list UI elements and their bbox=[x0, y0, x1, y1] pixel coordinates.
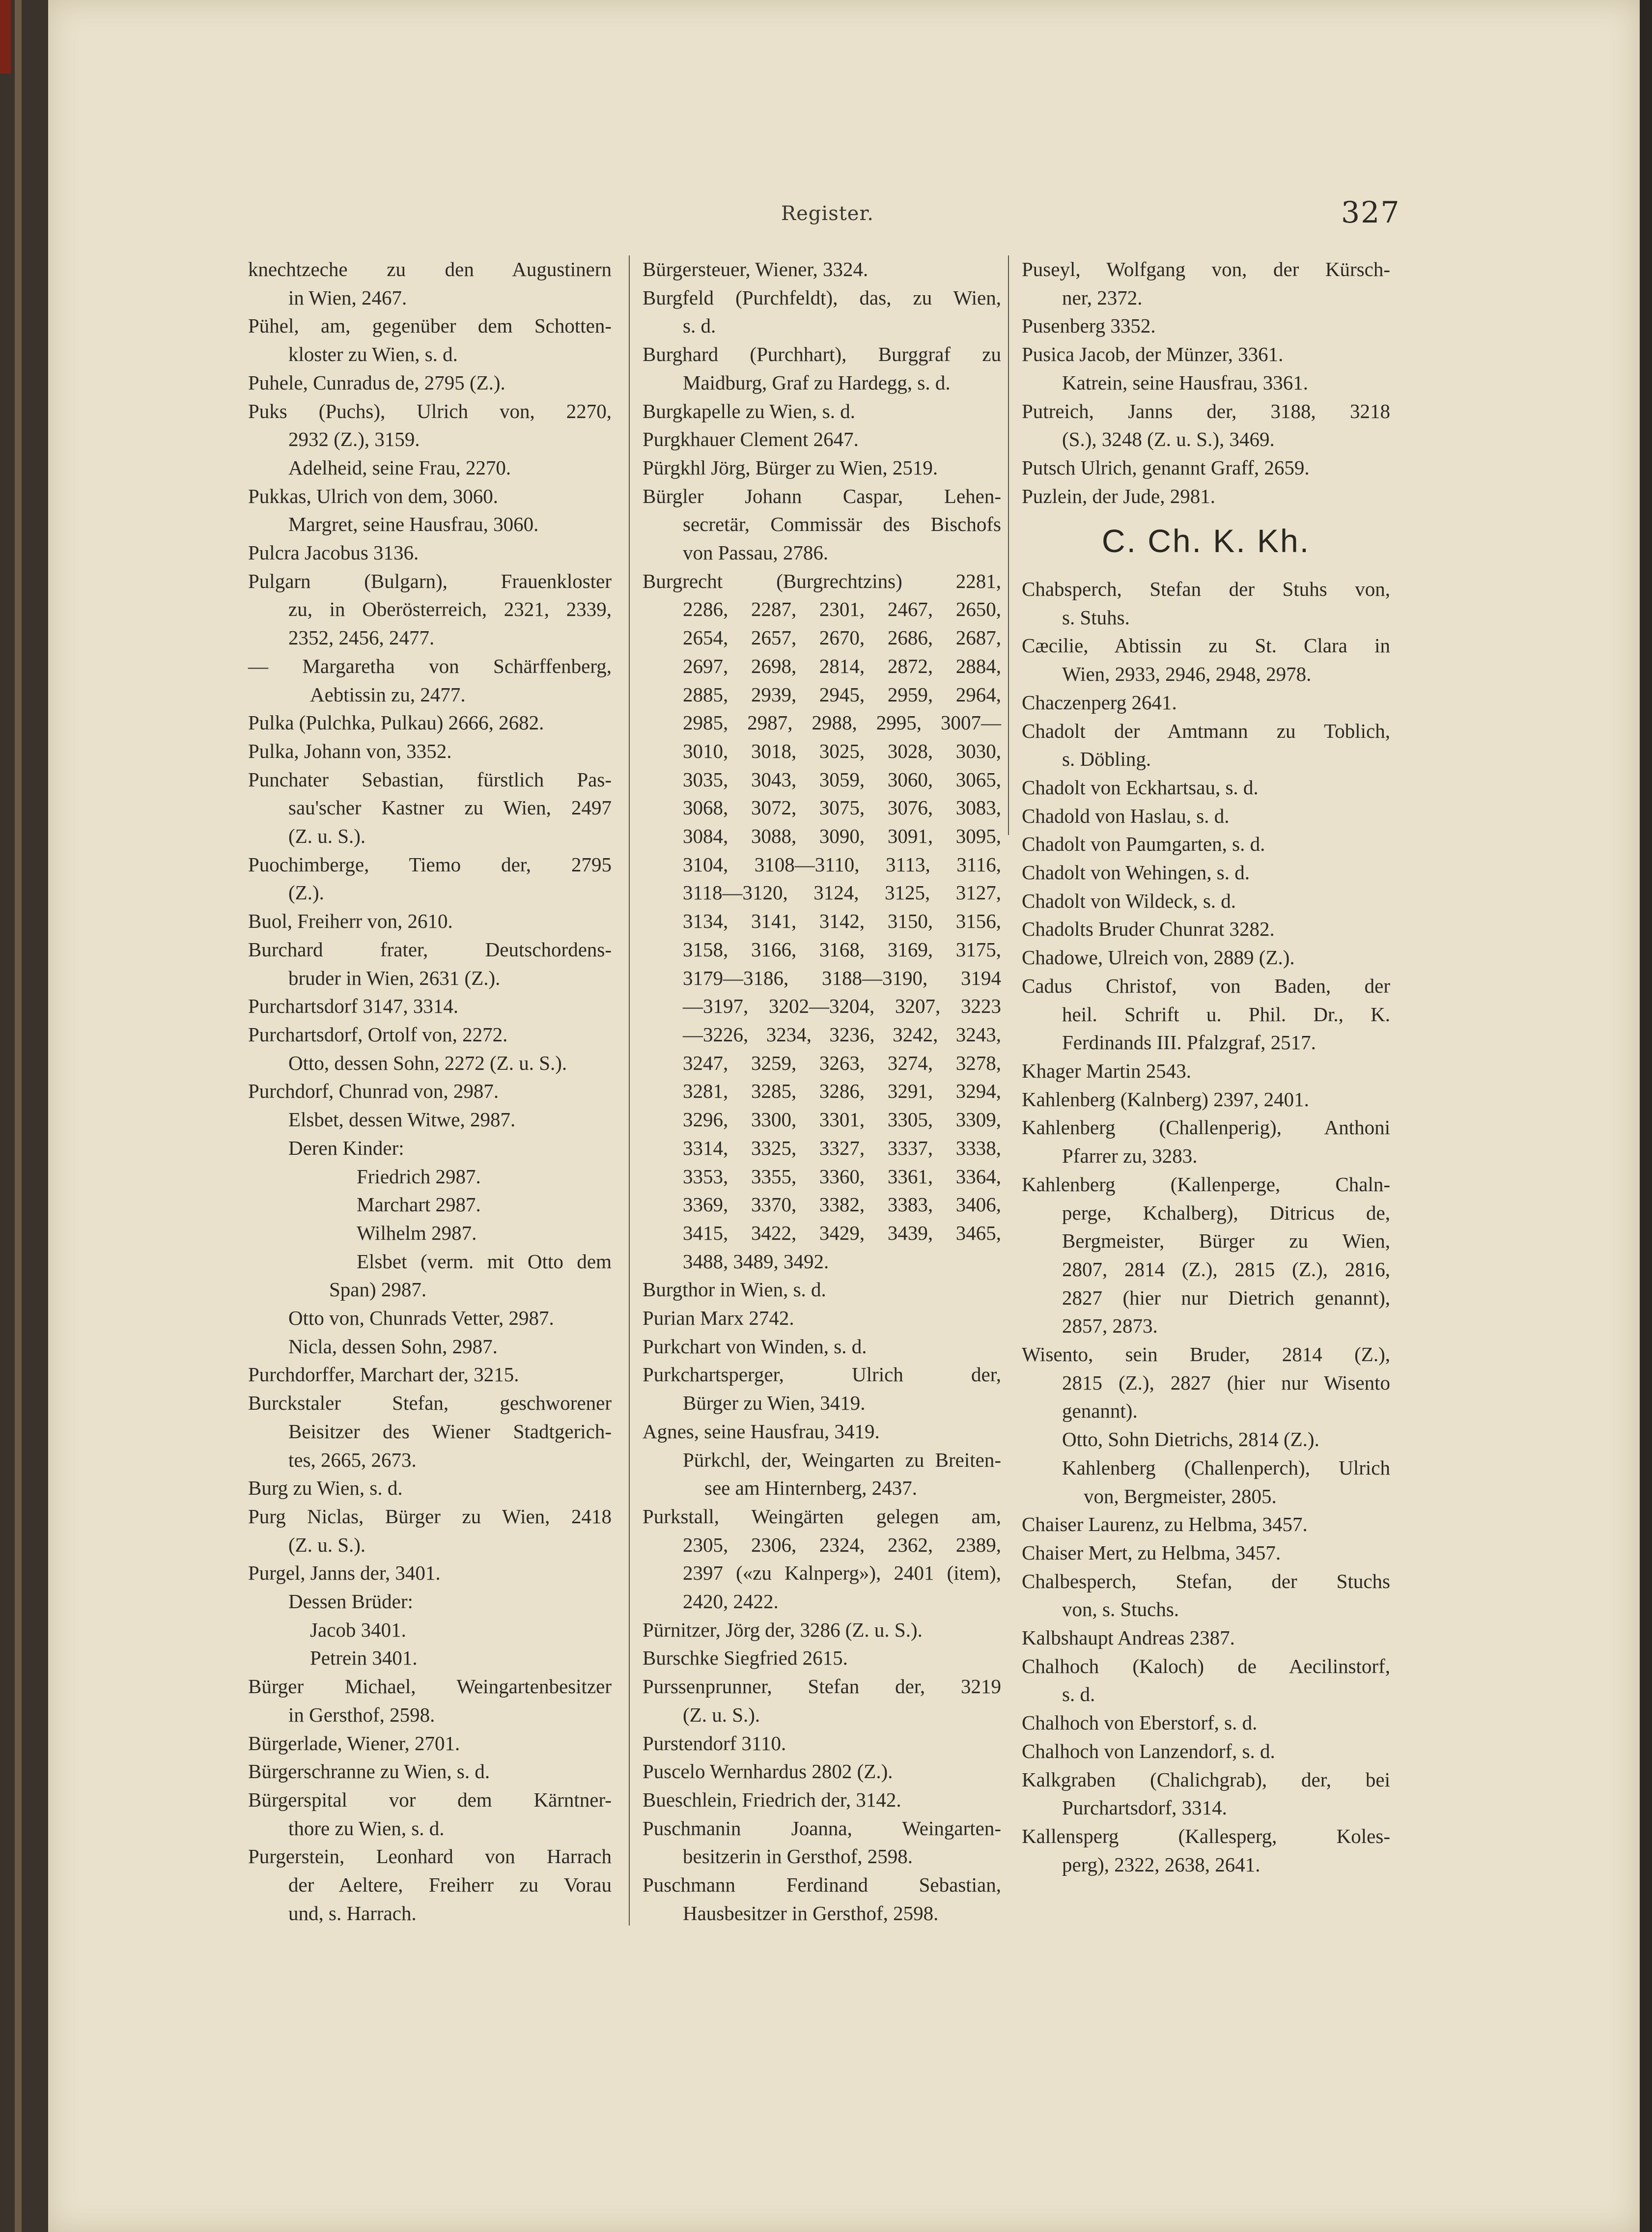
page-number: 327 bbox=[1341, 195, 1400, 230]
section-heading: C. Ch. K. Kh. bbox=[1101, 523, 1311, 559]
index-entry-line: Deren Kinder: bbox=[288, 1136, 404, 1159]
index-entry-continuation: Purchartsdorf, 3314. bbox=[1062, 1796, 1227, 1819]
index-entry-line: Purssenprunner, Stefan der, 3219 bbox=[643, 1675, 1001, 1698]
index-entry-continuation: Maidburg, Graf zu Hardegg, s. d. bbox=[683, 371, 951, 394]
index-entry-line: knechtzeche zu den Augustinern bbox=[248, 258, 612, 280]
index-entry-continuation: 3035, 3043, 3059, 3060, 3065, bbox=[683, 768, 1001, 791]
index-entry-line: Agnes, seine Hausfrau, 3419. bbox=[643, 1420, 880, 1443]
index-entry-line: — Margaretha von Schärffenberg, bbox=[248, 654, 612, 677]
index-entry-continuation: 3010, 3018, 3025, 3028, 3030, bbox=[683, 739, 1001, 762]
index-entry-line: Marchart 2987. bbox=[357, 1193, 481, 1216]
index-entry-line: Purkstall, Weingärten gelegen am, bbox=[643, 1505, 1001, 1528]
index-entry bbox=[1022, 369, 1390, 397]
index-entry-continuation: 3353, 3355, 3360, 3361, 3364, bbox=[683, 1165, 1001, 1188]
index-entry-continuation: Hausbesitzer in Gersthof, 2598. bbox=[683, 1901, 939, 1925]
index-entry-continuation: Beisitzer des Wiener Stadtgerich- bbox=[288, 1420, 612, 1443]
index-entry-continuation: ner, 2372. bbox=[1062, 286, 1143, 309]
index-entry bbox=[248, 1786, 612, 1842]
index-entry bbox=[1022, 482, 1390, 511]
index-entry bbox=[248, 709, 612, 737]
index-entry-line: Chaiser Laurenz, zu Helbma, 3457. bbox=[1022, 1513, 1308, 1536]
index-entry-line: Purchdorf, Chunrad von, 2987. bbox=[248, 1080, 499, 1103]
index-entry bbox=[248, 1758, 612, 1786]
index-entry-continuation: (S.), 3248 (Z. u. S.), 3469. bbox=[1062, 428, 1275, 451]
index-entry-line: Puochimberge, Tiemo der, 2795 bbox=[248, 853, 612, 876]
index-entry bbox=[248, 1077, 612, 1106]
index-entry-line: Purchdorffer, Marchart der, 3215. bbox=[248, 1363, 519, 1386]
index-entry-continuation: 3158, 3166, 3168, 3169, 3175, bbox=[683, 938, 1001, 961]
index-entry bbox=[248, 1219, 612, 1248]
index-entry-continuation: 2305, 2306, 2324, 2362, 2389, bbox=[683, 1533, 1001, 1556]
index-entry-line: Chaczenperg 2641. bbox=[1022, 691, 1177, 714]
index-entry-continuation: kloster zu Wien, s. d. bbox=[288, 343, 458, 366]
index-entry-line: Bürger Michael, Weingartenbesitzer bbox=[248, 1675, 612, 1698]
index-entry-continuation: Span) 2987. bbox=[329, 1278, 427, 1301]
index-entry-line: Petrein 3401. bbox=[310, 1646, 418, 1670]
running-header: Register. bbox=[781, 202, 874, 225]
index-entry-line: Purian Marx 2742. bbox=[643, 1307, 794, 1330]
index-entry-line: Burg zu Wien, s. d. bbox=[248, 1477, 403, 1500]
index-entry bbox=[248, 1644, 612, 1673]
index-entry-line: Pürgkhl Jörg, Bürger zu Wien, 2519. bbox=[643, 456, 938, 479]
index-entry-continuation: Bürger zu Wien, 3419. bbox=[683, 1392, 866, 1415]
index-entry-continuation: (Z. u. S.). bbox=[288, 1533, 366, 1556]
index-entry-continuation: 3296, 3300, 3301, 3305, 3309, bbox=[683, 1108, 1001, 1131]
index-column-3-part-c bbox=[1022, 575, 1390, 1879]
index-entry-continuation: s. d. bbox=[1062, 1683, 1095, 1706]
index-entry-continuation: Bergmeister, Bürger zu Wien, bbox=[1062, 1229, 1390, 1253]
index-entry bbox=[1022, 830, 1390, 859]
index-entry bbox=[248, 1248, 612, 1304]
index-entry bbox=[248, 482, 612, 511]
index-entry-continuation: 2420, 2422. bbox=[683, 1590, 779, 1613]
index-entry-line: Burgkapelle zu Wien, s. d. bbox=[643, 399, 855, 422]
index-entry-line: Kallensperg (Kallesperg, Koles- bbox=[1022, 1824, 1390, 1847]
index-entry bbox=[1022, 1510, 1390, 1539]
index-entry-line: Bueschlein, Friedrich der, 3142. bbox=[643, 1788, 901, 1811]
index-entry bbox=[248, 1503, 612, 1559]
index-entry bbox=[1022, 802, 1390, 831]
index-entry-continuation: (Z. u. S.). bbox=[288, 825, 366, 848]
index-entry-continuation: 2932 (Z.), 3159. bbox=[288, 428, 420, 451]
index-entry-line: Pusica Jacob, der Münzer, 3361. bbox=[1022, 343, 1284, 366]
column-rule-left bbox=[629, 255, 630, 1925]
index-entry-line: Puseyl, Wolfgang von, der Kürsch- bbox=[1022, 258, 1390, 280]
index-entry-line: Pürnitzer, Jörg der, 3286 (Z. u. S.). bbox=[643, 1618, 923, 1641]
index-entry-line: Kahlenberg (Challenperch), Ulrich bbox=[1062, 1456, 1390, 1479]
index-entry bbox=[1022, 454, 1390, 482]
index-entry bbox=[643, 1503, 1001, 1616]
index-entry bbox=[643, 425, 1001, 454]
index-entry-line: Burschke Siegfried 2615. bbox=[643, 1646, 848, 1670]
index-entry-line: Putsch Ulrich, genannt Graff, 2659. bbox=[1022, 456, 1310, 479]
index-entry-line: Dessen Brüder: bbox=[288, 1590, 413, 1613]
index-entry bbox=[643, 1871, 1001, 1927]
index-entry-line: Bürgerschranne zu Wien, s. d. bbox=[248, 1760, 490, 1783]
index-entry-line: Purgkhauer Clement 2647. bbox=[643, 428, 859, 451]
index-entry bbox=[643, 1786, 1001, 1814]
index-entry-continuation: perg), 2322, 2638, 2641. bbox=[1062, 1853, 1260, 1876]
index-entry bbox=[248, 1361, 612, 1389]
index-entry-line: Purgerstein, Leonhard von Harrach bbox=[248, 1845, 612, 1868]
index-entry-line: Purkchart von Winden, s. d. bbox=[643, 1335, 867, 1358]
index-entry bbox=[1022, 1567, 1390, 1624]
index-entry-line: Puzlein, der Jude, 2981. bbox=[1022, 484, 1215, 507]
index-entry-line: Katrein, seine Hausfrau, 3361. bbox=[1062, 371, 1308, 394]
index-entry-continuation: —3226, 3234, 3236, 3242, 3243, bbox=[683, 1023, 1001, 1046]
index-entry-continuation: 2815 (Z.), 2827 (hier nur Wisento bbox=[1062, 1371, 1390, 1394]
index-entry-line: Adelheid, seine Frau, 2270. bbox=[288, 456, 511, 479]
index-entry-continuation: 3179—3186, 3188—3190, 3194 bbox=[683, 966, 1001, 989]
index-column-1 bbox=[248, 255, 612, 1927]
index-entry-line: Puschmann Ferdinand Sebastian, bbox=[643, 1873, 1001, 1897]
index-entry bbox=[248, 567, 612, 652]
index-entry-line: Margret, seine Hausfrau, 3060. bbox=[288, 513, 539, 536]
index-entry bbox=[1022, 859, 1390, 887]
index-entry-continuation: Ferdinands III. Pfalzgraf, 2517. bbox=[1062, 1031, 1316, 1054]
index-entry bbox=[643, 340, 1001, 397]
index-entry-line: Puks (Puchs), Ulrich von, 2270, bbox=[248, 399, 612, 422]
index-entry-continuation: 3415, 3422, 3429, 3439, 3465, bbox=[683, 1221, 1001, 1244]
index-entry bbox=[248, 1163, 612, 1191]
index-entry bbox=[248, 1389, 612, 1474]
index-entry bbox=[643, 482, 1001, 567]
index-entry-line: Chadolt von Wildeck, s. d. bbox=[1022, 889, 1236, 912]
index-entry-continuation: thore zu Wien, s. d. bbox=[288, 1816, 445, 1840]
index-entry-line: Burchard frater, Deutschordens- bbox=[248, 938, 612, 961]
index-entry-line: Bürgerspital vor dem Kärntner- bbox=[248, 1788, 612, 1811]
index-entry-line: Chadolt der Amtmann zu Toblich, bbox=[1022, 719, 1390, 742]
index-entry bbox=[248, 907, 612, 936]
index-entry bbox=[248, 369, 612, 397]
index-entry-line: Punchater Sebastian, fürstlich Pas- bbox=[248, 768, 612, 791]
index-entry bbox=[1022, 1425, 1390, 1454]
index-entry-line: Burgthor in Wien, s. d. bbox=[643, 1278, 826, 1301]
index-entry bbox=[643, 1304, 1001, 1333]
index-entry bbox=[1022, 1454, 1390, 1510]
index-entry-continuation: in Wien, 2467. bbox=[288, 286, 407, 309]
index-entry-continuation: zu, in Oberösterreich, 2321, 2339, bbox=[288, 598, 612, 621]
index-entry bbox=[643, 1730, 1001, 1758]
index-entry bbox=[1022, 340, 1390, 369]
index-entry bbox=[1022, 972, 1390, 1057]
index-entry bbox=[248, 936, 612, 992]
index-entry-line: Chaiser Mert, zu Helbma, 3457. bbox=[1022, 1541, 1281, 1564]
index-entry bbox=[1022, 915, 1390, 944]
index-entry-line: Puschmanin Joanna, Weingarten- bbox=[643, 1816, 1001, 1840]
index-entry-line: Nicla, dessen Sohn, 2987. bbox=[288, 1335, 498, 1358]
index-entry bbox=[643, 1673, 1001, 1729]
index-entry bbox=[1022, 397, 1390, 454]
index-entry-line: Chalbesperch, Stefan, der Stuchs bbox=[1022, 1569, 1390, 1592]
page-edge-strip bbox=[15, 0, 22, 2232]
index-entry bbox=[1022, 1709, 1390, 1737]
index-entry-line: Burckstaler Stefan, geschworener bbox=[248, 1392, 612, 1415]
index-entry bbox=[1022, 1171, 1390, 1340]
index-entry-continuation: Wien, 2933, 2946, 2948, 2978. bbox=[1062, 663, 1312, 686]
index-entry-continuation: secretär, Commissär des Bischofs bbox=[683, 513, 1001, 536]
index-entry-continuation: 3369, 3370, 3382, 3383, 3406, bbox=[683, 1193, 1001, 1216]
index-entry-line: Chadold von Haslau, s. d. bbox=[1022, 804, 1230, 827]
index-entry-line: Chalhoch von Eberstorf, s. d. bbox=[1022, 1711, 1258, 1734]
index-entry bbox=[248, 1673, 612, 1729]
index-entry-continuation: 2352, 2456, 2477. bbox=[288, 626, 435, 649]
index-entry bbox=[1022, 887, 1390, 916]
index-entry bbox=[248, 652, 612, 709]
index-entry-continuation: und, s. Harrach. bbox=[288, 1901, 417, 1925]
index-entry-line: Chalhoch von Lanzendorf, s. d. bbox=[1022, 1739, 1275, 1762]
index-entry bbox=[643, 567, 1001, 1276]
index-entry-line: Burgfeld (Purchfeldt), das, zu Wien, bbox=[643, 286, 1001, 309]
index-entry bbox=[643, 284, 1001, 340]
index-entry-line: Jacob 3401. bbox=[310, 1618, 406, 1641]
index-entry-continuation: von Passau, 2786. bbox=[683, 541, 829, 564]
index-entry-line: Chadolt von Wehingen, s. d. bbox=[1022, 861, 1250, 884]
index-entry bbox=[643, 1616, 1001, 1645]
index-entry-continuation: —3197, 3202—3204, 3207, 3223 bbox=[683, 995, 1001, 1018]
index-entry bbox=[1022, 1822, 1390, 1879]
index-entry-line: Pühel, am, gegenüber dem Schotten- bbox=[248, 314, 612, 337]
index-entry bbox=[1022, 944, 1390, 972]
index-entry bbox=[248, 1730, 612, 1758]
index-entry bbox=[248, 992, 612, 1021]
index-column-3 bbox=[1022, 255, 1390, 1879]
index-entry-continuation: perge, Kchalberg), Ditricus de, bbox=[1062, 1201, 1390, 1224]
index-entry-continuation: in Gersthof, 2598. bbox=[288, 1703, 435, 1726]
index-entry bbox=[1022, 575, 1390, 632]
index-entry bbox=[248, 1588, 612, 1616]
index-entry-line: Chalhoch (Kaloch) de Aecilinstorf, bbox=[1022, 1654, 1390, 1677]
index-entry-line: Otto von, Chunrads Vetter, 2987. bbox=[288, 1307, 554, 1330]
index-entry-line: Purstendorf 3110. bbox=[643, 1731, 786, 1755]
index-entry-line: Puscelo Wernhardus 2802 (Z.). bbox=[643, 1760, 893, 1783]
index-entry bbox=[248, 1106, 612, 1134]
index-entry-line: Buol, Freiherr von, 2610. bbox=[248, 910, 453, 933]
index-entry bbox=[1022, 774, 1390, 802]
index-entry bbox=[248, 1021, 612, 1049]
index-entry bbox=[643, 1758, 1001, 1786]
index-entry bbox=[1022, 717, 1390, 774]
index-entry-line: Chadolts Bruder Chunrat 3282. bbox=[1022, 918, 1275, 941]
index-entry-continuation: 2397 («zu Kalnperg»), 2401 (item), bbox=[683, 1562, 1001, 1585]
index-entry bbox=[1022, 1086, 1390, 1114]
index-entry-continuation: 2286, 2287, 2301, 2467, 2650, bbox=[683, 598, 1001, 621]
index-entry bbox=[248, 1474, 612, 1503]
index-entry-line: Cæcilie, Abtissin zu St. Clara in bbox=[1022, 634, 1390, 657]
index-entry bbox=[1022, 1737, 1390, 1766]
index-entry-continuation: 2857, 2873. bbox=[1062, 1314, 1158, 1338]
index-entry-continuation: sau'scher Kastner zu Wien, 2497 bbox=[288, 796, 612, 819]
index-entry-line: Kahlenberg (Kallenperge, Chaln- bbox=[1022, 1172, 1390, 1196]
index-entry-line: Khager Martin 2543. bbox=[1022, 1059, 1191, 1082]
index-entry-continuation: 2985, 2987, 2988, 2995, 3007— bbox=[683, 711, 1001, 734]
index-entry bbox=[248, 766, 612, 851]
index-entry-line: Cadus Christof, von Baden, der bbox=[1022, 974, 1390, 997]
index-entry-line: Kahlenberg (Kalnberg) 2397, 2401. bbox=[1022, 1088, 1309, 1111]
index-entry bbox=[1022, 1057, 1390, 1086]
index-entry bbox=[1022, 1539, 1390, 1567]
index-entry-line: Pulgarn (Bulgarn), Frauenkloster bbox=[248, 569, 612, 592]
index-entry bbox=[248, 1616, 612, 1645]
index-entry-line: Otto, dessen Sohn, 2272 (Z. u. S.). bbox=[288, 1051, 567, 1074]
index-entry-line: Bürgerlade, Wiener, 2701. bbox=[248, 1731, 460, 1755]
index-entry-continuation: 3281, 3285, 3286, 3291, 3294, bbox=[683, 1080, 1001, 1103]
index-entry bbox=[1022, 689, 1390, 717]
index-entry bbox=[248, 312, 612, 368]
index-entry bbox=[1022, 1652, 1390, 1709]
index-entry-line: Otto, Sohn Dietrichs, 2814 (Z.). bbox=[1062, 1428, 1319, 1451]
index-entry-line: Kahlenberg (Challenperig), Anthoni bbox=[1022, 1116, 1390, 1139]
index-entry-line: Burgrecht (Burgrechtzins) 2281, bbox=[643, 569, 1001, 592]
index-entry bbox=[248, 1333, 612, 1361]
index-entry-continuation: 2827 (hier nur Dietrich genannt), bbox=[1062, 1286, 1390, 1309]
index-entry-line: Chabsperch, Stefan der Stuhs von, bbox=[1022, 578, 1390, 601]
index-entry-continuation: 2654, 2657, 2670, 2686, 2687, bbox=[683, 626, 1001, 649]
index-entry bbox=[248, 1842, 612, 1927]
index-entry-line: Kalkgraben (Chalichgrab), der, bei bbox=[1022, 1768, 1390, 1791]
index-entry bbox=[248, 1559, 612, 1588]
index-entry-continuation: (Z. u. S.). bbox=[683, 1703, 760, 1726]
index-entry-line: Burghard (Purchhart), Burggraf zu bbox=[643, 343, 1001, 366]
index-entry bbox=[643, 1276, 1001, 1304]
index-entry bbox=[248, 1049, 612, 1078]
index-entry-continuation: 3314, 3325, 3327, 3337, 3338, bbox=[683, 1136, 1001, 1159]
column-rule-right bbox=[1008, 255, 1009, 835]
index-entry-line: Chadolt von Eckhartsau, s. d. bbox=[1022, 776, 1259, 799]
index-column-2 bbox=[643, 255, 1001, 1927]
index-entry bbox=[1022, 312, 1390, 340]
index-entry bbox=[1022, 1114, 1390, 1170]
index-entry-line: Puhele, Cunradus de, 2795 (Z.). bbox=[248, 371, 505, 394]
index-entry bbox=[643, 1418, 1001, 1446]
index-entry-continuation: von, s. Stuchs. bbox=[1062, 1598, 1179, 1621]
index-entry-line: Putreich, Janns der, 3188, 3218 bbox=[1022, 399, 1390, 422]
index-entry bbox=[643, 454, 1001, 482]
index-entry bbox=[1022, 1766, 1390, 1822]
index-entry-continuation: tes, 2665, 2673. bbox=[288, 1448, 417, 1471]
index-entry-line: Purchartsdorf, Ortolf von, 2272. bbox=[248, 1023, 508, 1046]
index-entry-line: Elsbet, dessen Witwe, 2987. bbox=[288, 1108, 516, 1131]
index-entry-continuation: genannt). bbox=[1062, 1399, 1138, 1423]
index-entry bbox=[248, 737, 612, 766]
index-column-3-part-p bbox=[1022, 255, 1390, 510]
binding-ribbon bbox=[0, 0, 11, 74]
index-entry-continuation: (Z.). bbox=[288, 881, 324, 904]
index-entry bbox=[248, 1134, 612, 1163]
index-entry bbox=[643, 1644, 1001, 1673]
index-entry-line: Pusenberg 3352. bbox=[1022, 314, 1156, 337]
book-spine-edge bbox=[0, 0, 48, 2232]
index-entry-continuation: 3084, 3088, 3090, 3091, 3095, bbox=[683, 825, 1001, 848]
index-entry-continuation: 3118—3120, 3124, 3125, 3127, bbox=[683, 881, 1001, 904]
index-entry-continuation: 3134, 3141, 3142, 3150, 3156, bbox=[683, 910, 1001, 933]
index-entry-continuation: s. Stuhs. bbox=[1062, 606, 1130, 629]
index-entry bbox=[248, 510, 612, 539]
index-entry bbox=[1022, 1340, 1390, 1425]
index-entry-continuation: von, Bergmeister, 2805. bbox=[1084, 1484, 1277, 1507]
index-entry bbox=[643, 397, 1001, 426]
index-entry-line: Pulka (Pulchka, Pulkau) 2666, 2682. bbox=[248, 711, 544, 734]
index-entry-continuation: 3068, 3072, 3075, 3076, 3083, bbox=[683, 796, 1001, 819]
index-entry bbox=[248, 255, 612, 312]
index-entry-line: Chadolt von Paumgarten, s. d. bbox=[1022, 833, 1265, 856]
index-entry-line: Pulka, Johann von, 3352. bbox=[248, 739, 452, 762]
index-entry bbox=[643, 1446, 1001, 1503]
index-entry-continuation: heil. Schrift u. Phil. Dr., K. bbox=[1062, 1003, 1390, 1026]
index-entry-line: Purgel, Janns der, 3401. bbox=[248, 1562, 441, 1585]
index-entry-continuation: 3104, 3108—3110, 3113, 3116, bbox=[683, 853, 1001, 876]
index-entry-line: Bürgersteuer, Wiener, 3324. bbox=[643, 258, 868, 280]
index-entry bbox=[1022, 1624, 1390, 1652]
index-entry-line: Pürkchl, der, Weingarten zu Breiten- bbox=[683, 1448, 1001, 1471]
index-entry bbox=[1022, 632, 1390, 688]
index-entry-line: Elsbet (verm. mit Otto dem bbox=[357, 1250, 612, 1273]
index-entry-line: Kalbshaupt Andreas 2387. bbox=[1022, 1626, 1235, 1649]
index-entry bbox=[248, 1191, 612, 1219]
index-entry-line: Chadowe, Ulreich von, 2889 (Z.). bbox=[1022, 946, 1295, 969]
index-entry bbox=[248, 397, 612, 454]
index-entry-continuation: bruder in Wien, 2631 (Z.). bbox=[288, 966, 501, 989]
index-entry-continuation: see am Hinternberg, 2437. bbox=[704, 1477, 918, 1500]
index-entry-continuation: 2697, 2698, 2814, 2872, 2884, bbox=[683, 654, 1001, 677]
index-entry bbox=[1022, 255, 1390, 312]
index-entry bbox=[248, 851, 612, 907]
index-entry-line: Wisento, sein Bruder, 2814 (Z.), bbox=[1022, 1343, 1390, 1366]
index-entry bbox=[248, 1304, 612, 1333]
index-entry-continuation: 3247, 3259, 3263, 3274, 3278, bbox=[683, 1051, 1001, 1074]
index-entry-continuation: s. Döbling. bbox=[1062, 748, 1151, 771]
index-entry-line: Purg Niclas, Bürger zu Wien, 2418 bbox=[248, 1505, 612, 1528]
index-entry-line: Friedrich 2987. bbox=[357, 1165, 481, 1188]
index-entry bbox=[643, 1361, 1001, 1417]
index-entry-continuation: besitzerin in Gersthof, 2598. bbox=[683, 1845, 913, 1868]
index-entry-line: Purchartsdorf 3147, 3314. bbox=[248, 995, 459, 1018]
index-entry-continuation: 3488, 3489, 3492. bbox=[683, 1250, 829, 1273]
index-entry bbox=[248, 454, 612, 482]
index-entry-continuation: Aebtissin zu, 2477. bbox=[310, 683, 466, 706]
index-entry-continuation: 2885, 2939, 2945, 2959, 2964, bbox=[683, 683, 1001, 706]
index-entry bbox=[248, 539, 612, 567]
index-entry-continuation: s. d. bbox=[683, 314, 716, 337]
index-entry bbox=[643, 255, 1001, 284]
index-entry-line: Wilhelm 2987. bbox=[357, 1221, 477, 1244]
index-entry-continuation: der Aeltere, Freiherr zu Vorau bbox=[288, 1873, 612, 1897]
index-entry-line: Bürgler Johann Caspar, Lehen- bbox=[643, 484, 1001, 507]
index-entry bbox=[643, 1814, 1001, 1871]
index-entry bbox=[643, 1333, 1001, 1361]
index-entry-continuation: Pfarrer zu, 3283. bbox=[1062, 1144, 1198, 1168]
index-entry-continuation: 2807, 2814 (Z.), 2815 (Z.), 2816, bbox=[1062, 1257, 1390, 1281]
index-entry-line: Purkchartsperger, Ulrich der, bbox=[643, 1363, 1001, 1386]
index-entry-line: Pulcra Jacobus 3136. bbox=[248, 541, 419, 564]
index-entry-line: Pukkas, Ulrich von dem, 3060. bbox=[248, 484, 499, 507]
